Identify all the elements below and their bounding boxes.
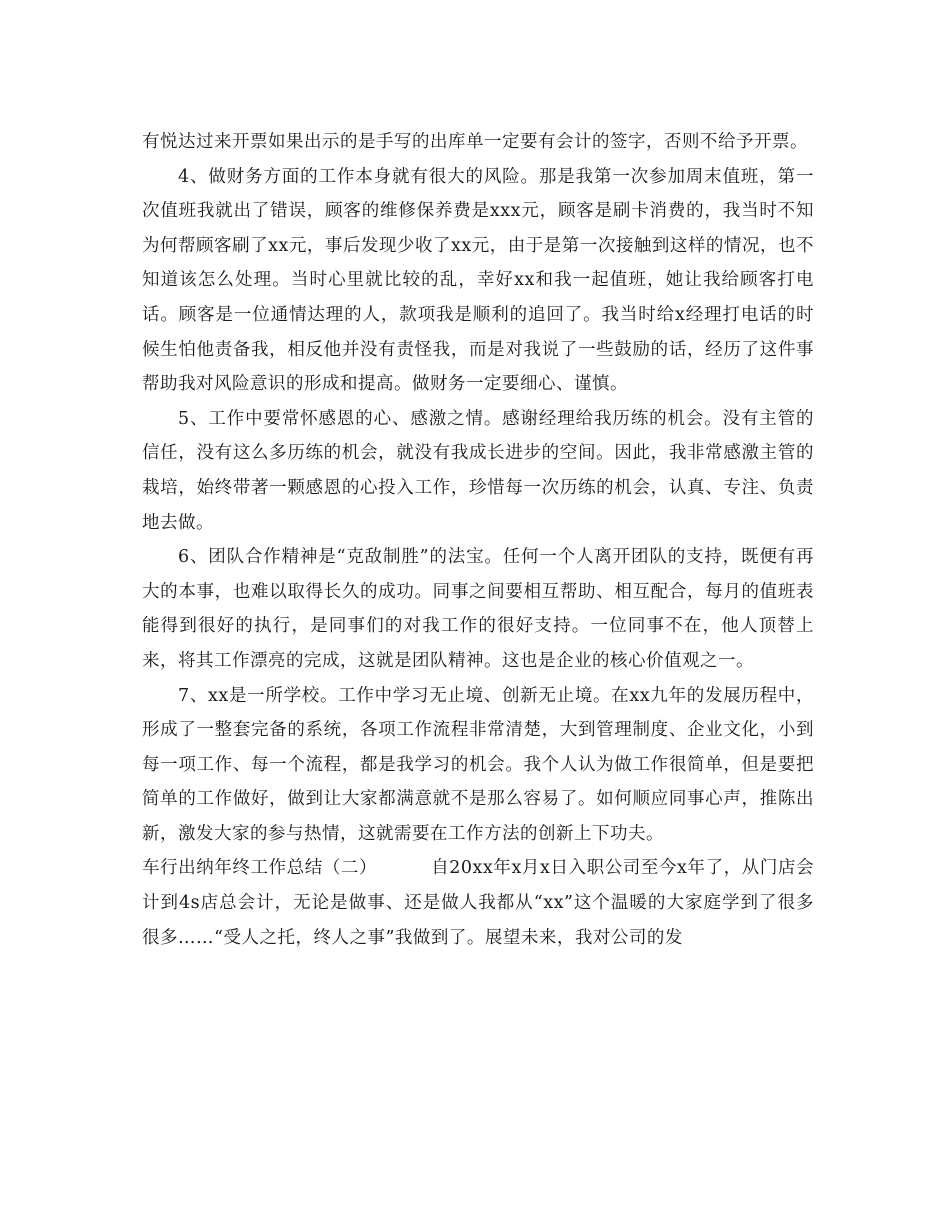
- section-paragraph: [142, 851, 814, 955]
- paragraph-item-7: 7、xx是一所学校。工作中学习无止境、创新无止境。在xx九年的发展历程中，形成了一整套完备的系统，各项工作流程非常清楚，大到管理制度、企业文化，小到每一项工作、每一个流程，都是我学习的机会。我个人认为做工作很简单，但是要把简单的工作做好，做到让大家都满意就不是那么容易了。如何顺应同事心声，推陈出新，激发大家的参与热情，这就需要在工作方法的创新上下功夫。: [142, 685, 814, 844]
- section-text: 自20xx年x月x日入职公司至今x年了，从门店会计到4s店总会计，无论是做事、还是做人我都从“xx”这个温暖的大家庭学到了很多很多……“受人之托，终人之事”我做到了。展望未来，我对公司的发: [142, 858, 814, 948]
- paragraph-item-5: 5、工作中要常怀感恩的心、感激之情。感谢经理给我历练的机会。没有主管的信任，没有这么多历练的机会，就没有我成长进步的空间。因此，我非常感激主管的栽培，始终带著一颗感恩的心投入工作，珍惜每一次历练的机会，认真、专注、负责地去做。: [142, 408, 814, 533]
- paragraph-item-6: 6、团队合作精神是“克敌制胜”的法宝。任何一个人离开团队的支持，既便有再大的本事，也难以取得长久的成功。同事之间要相互帮助、相互配合，每月的值班表能得到很好的执行，是同事们的对我工作的很好支持。一位同事不在，他人顶替上来，将其工作漂亮的完成，这就是团队精神。这也是企业的核心价值观之一。: [142, 547, 814, 671]
- section-title: 车行出纳年终工作总结（二）: [142, 858, 378, 879]
- document-body: [142, 125, 814, 955]
- paragraph-continuation: 有悦达过来开票如果出示的是手写的出库单一定要有会计的签字，否则不给予开票。: [142, 132, 808, 152]
- paragraph-item-4: 4、做财务方面的工作本身就有很大的风险。那是我第一次参加周末值班，第一次值班我就出了错误，顾客的维修保养费是xxx元，顾客是刷卡消费的，我当时不知为何帮顾客刷了xx元，事后发现少收了xx元，由于是第一次接触到这样的情况，也不知道该怎么处理。当时心里就比较的乱，幸好xx和我一起值班，她让我给顾客打电话。顾客是一位通情达理的人，款项我是顺利的追回了。我当时给x经理打电话的时候生怕他责备我，相反他并没有责怪我，而是对我说了一些鼓励的话，经历了这件事帮助我对风险意识的形成和提高。做财务一定要细心、谨慎。: [142, 166, 814, 395]
